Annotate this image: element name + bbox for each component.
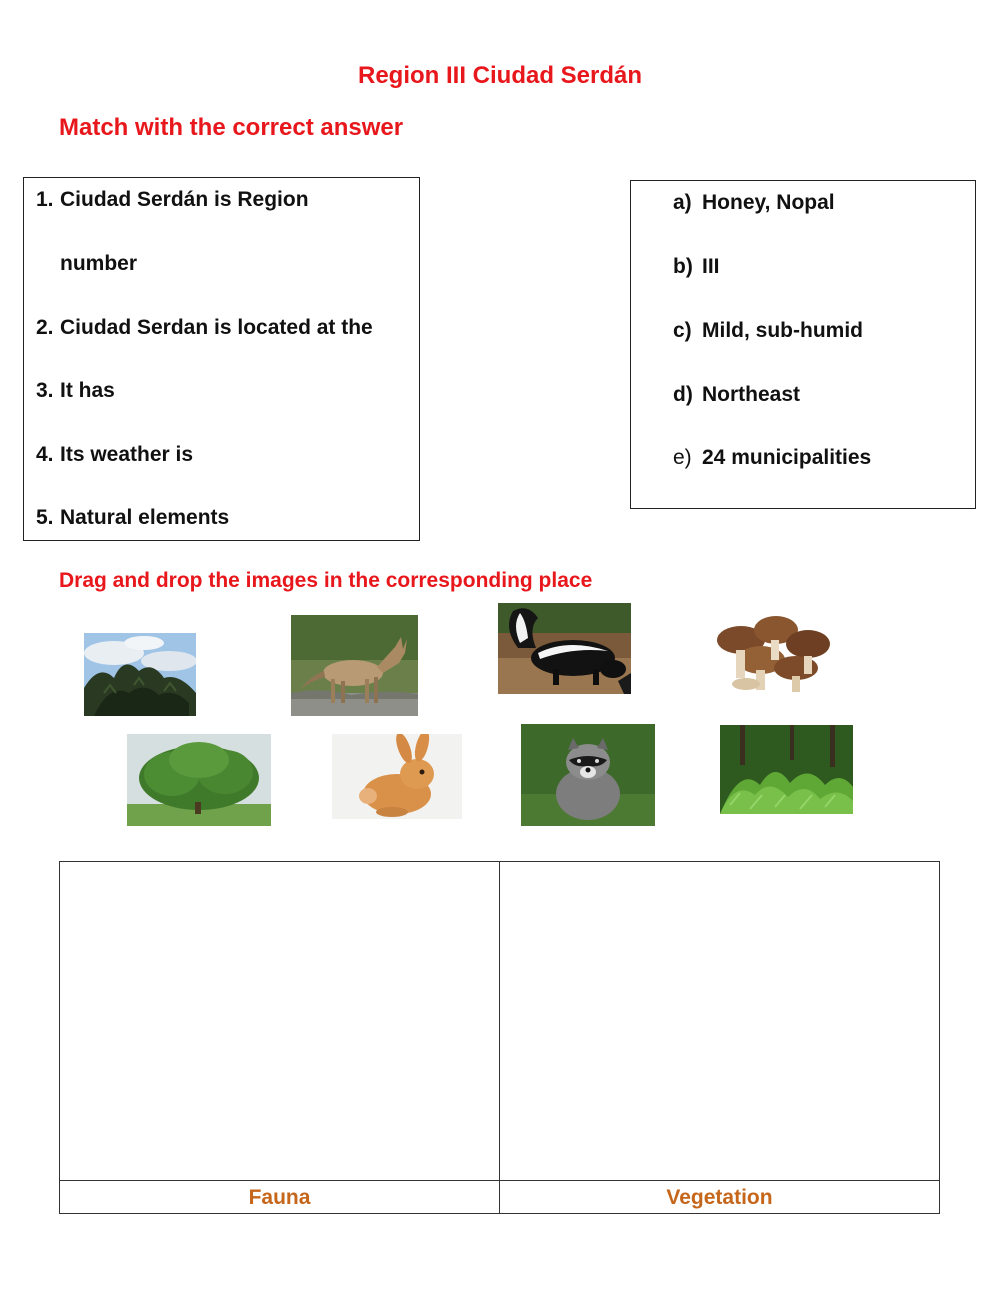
match-heading: Match with the correct answer: [59, 114, 404, 141]
pine-tree-image[interactable]: [84, 633, 196, 716]
vegetation-drop-zone[interactable]: [500, 862, 939, 1180]
column-divider: [499, 862, 500, 1213]
raccoon-image[interactable]: [521, 724, 655, 826]
questions-box: 1. Ciudad Serdán is Region number 2. Ciudad Serdan is located at the 3. It has 4. Its weather is 5. Natural elements: [23, 177, 420, 541]
vegetation-column-label: Vegetation: [666, 1186, 773, 1209]
fauna-column-label: Fauna: [248, 1186, 311, 1209]
shrub-image[interactable]: [127, 734, 271, 826]
ferns-image[interactable]: [720, 725, 853, 814]
sorting-table: [59, 861, 940, 1214]
row-divider: [60, 1180, 939, 1181]
rabbit-image[interactable]: [332, 734, 462, 819]
coyote-image[interactable]: [291, 615, 418, 716]
skunk-image[interactable]: [498, 603, 631, 694]
answers-box: a) Honey, Nopal b) III c) Mild, sub-humid d) Northeast e) 24 municipalities: [630, 180, 976, 509]
fauna-drop-zone[interactable]: [60, 862, 499, 1180]
drag-heading: Drag and drop the images in the corresponding place: [59, 569, 593, 592]
mushrooms-image[interactable]: [706, 602, 833, 694]
page-title: Region III Ciudad Serdán: [357, 62, 643, 89]
